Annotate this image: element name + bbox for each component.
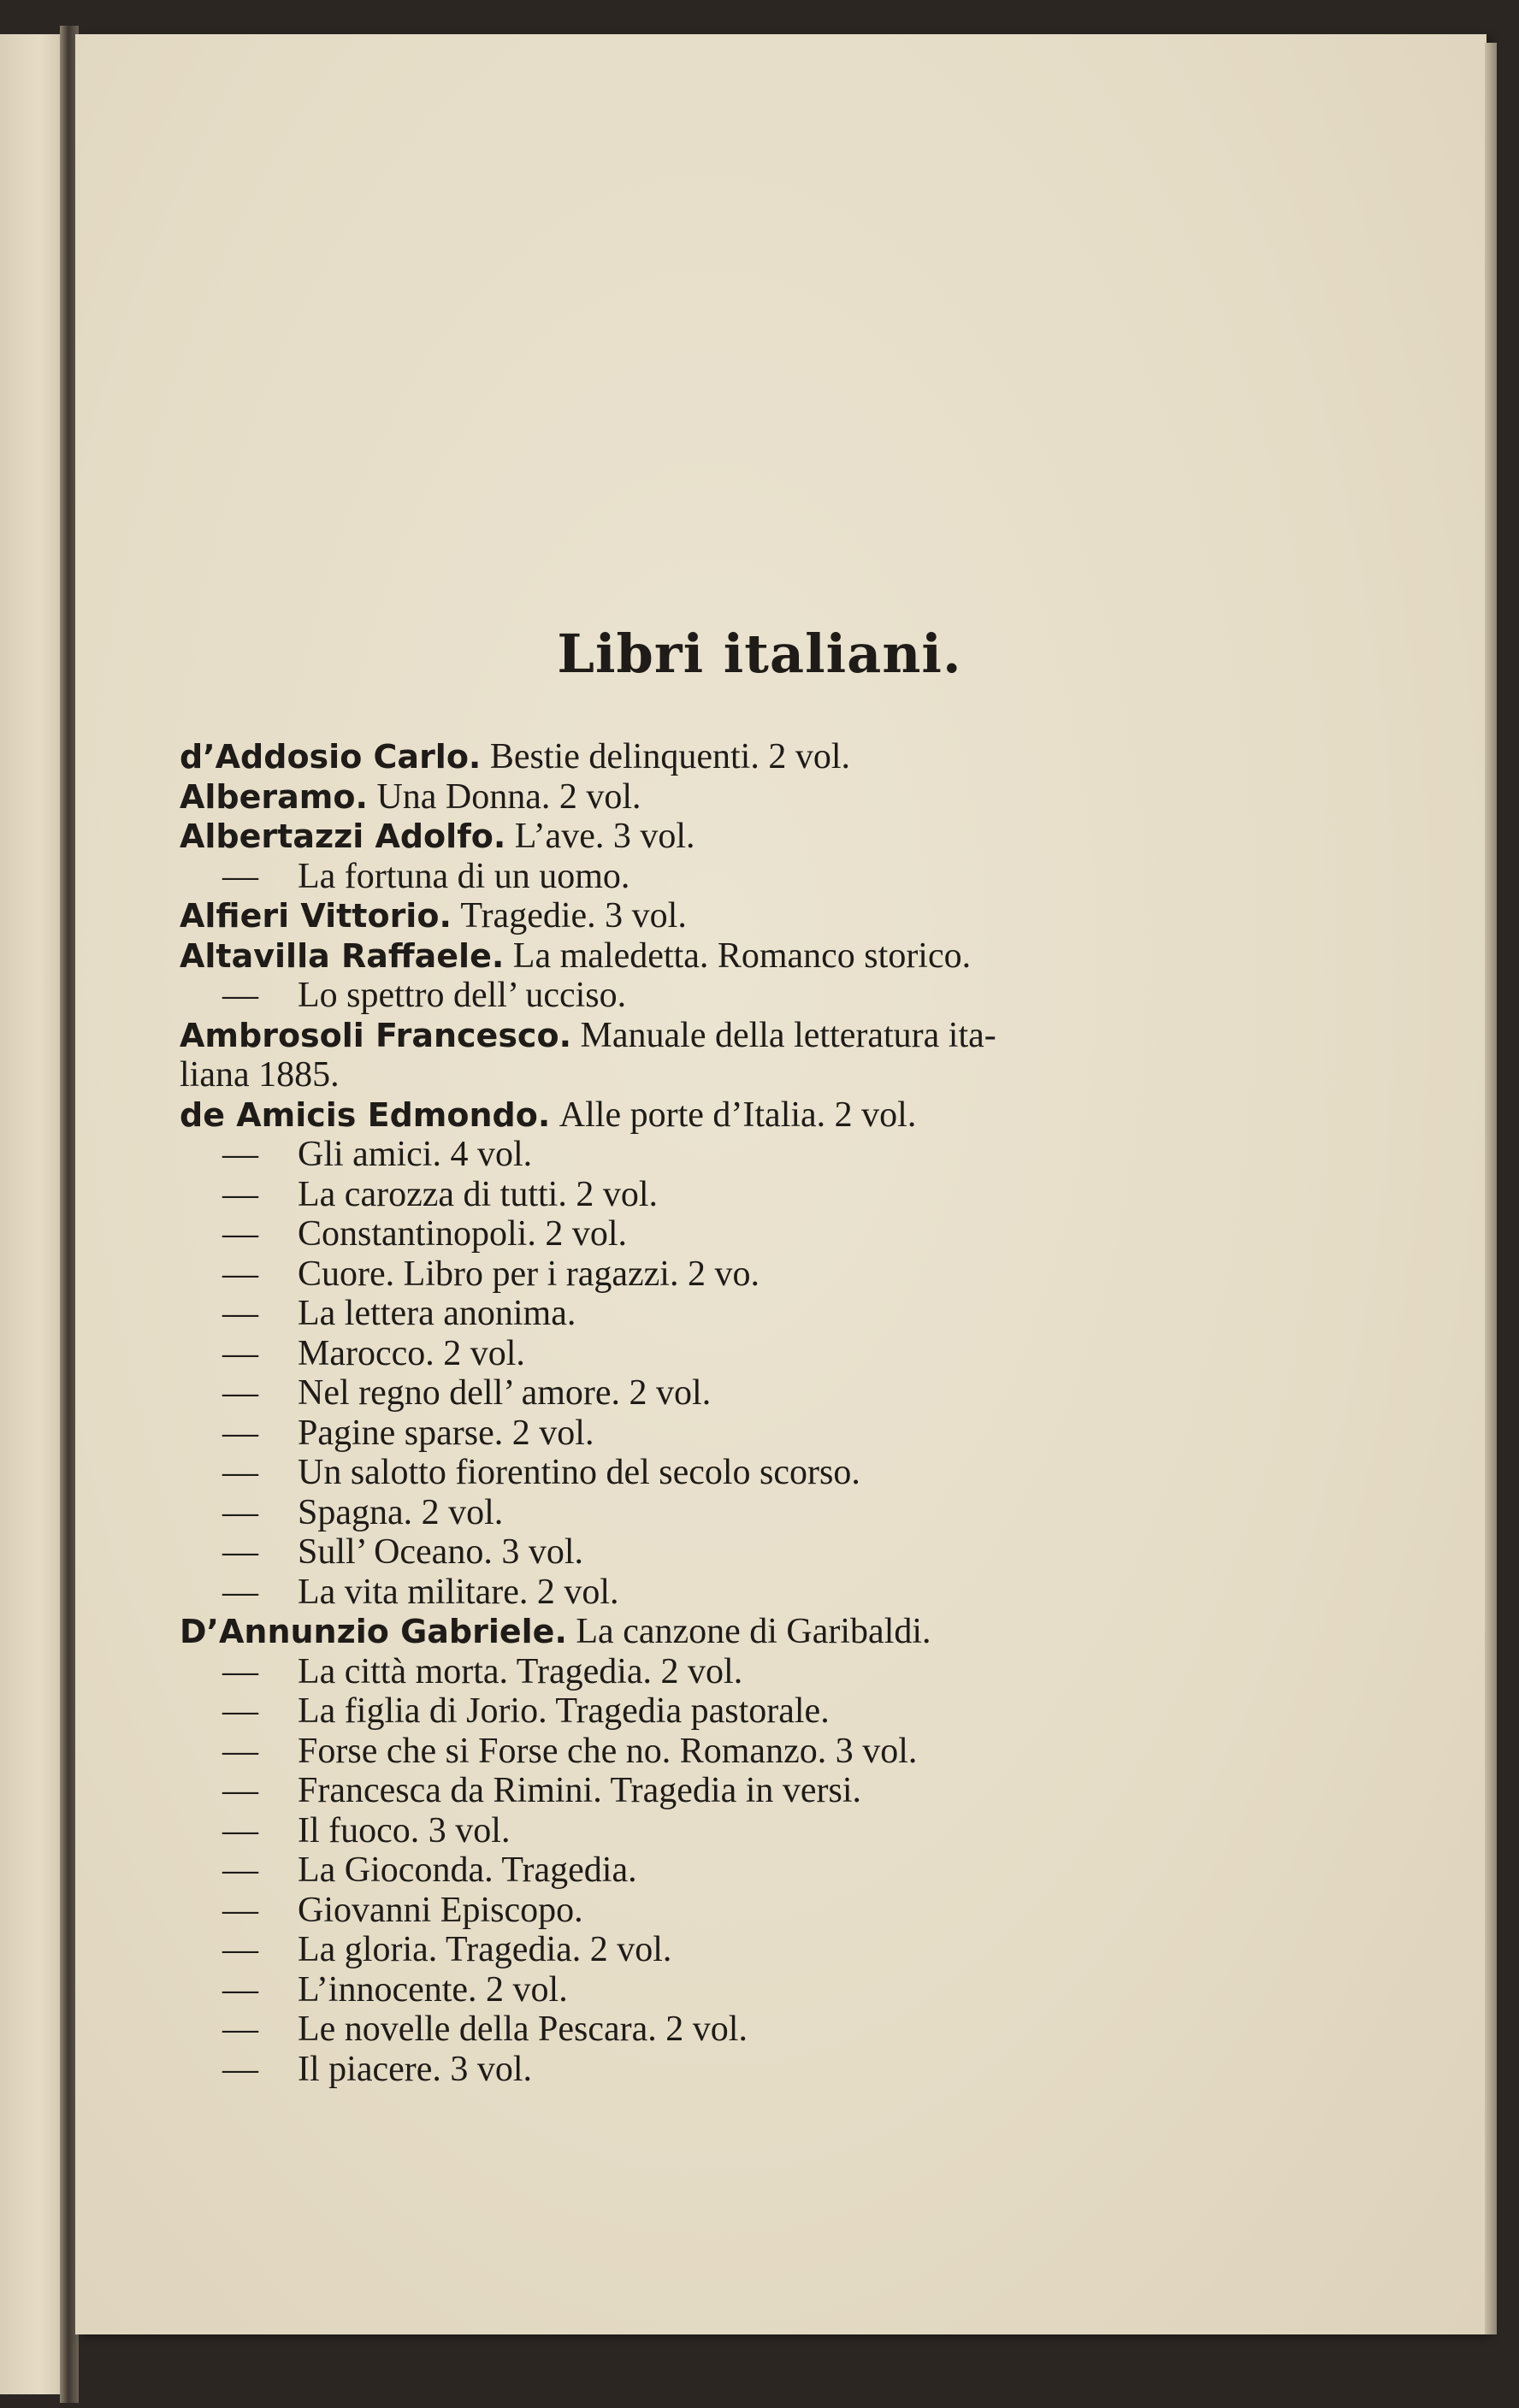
entry-title: Sull’ Oceano. 3 vol. (298, 1532, 583, 1572)
entry-dash: — (222, 1651, 258, 1691)
catalog-entry (180, 1334, 1291, 1374)
entry-title: Una Donna. 2 vol. (376, 776, 641, 817)
catalog-entry (180, 1414, 1291, 1454)
book-catalog-list (180, 737, 1291, 2089)
entry-title: La gloria. Tragedia. 2 vol. (298, 1930, 672, 1969)
entry-dash: — (222, 856, 258, 896)
catalog-entry (180, 1811, 1291, 1851)
catalog-entry (180, 817, 1291, 857)
entry-title: La Gioconda. Tragedia. (298, 1850, 637, 1890)
entry-dash: — (222, 1930, 258, 1969)
catalog-entry (180, 1970, 1291, 2010)
entry-title: Il fuoco. 3 vol. (298, 1810, 511, 1850)
catalog-entry (180, 1055, 1291, 1095)
catalog-entry (180, 1532, 1291, 1573)
catalog-entry (180, 1891, 1291, 1931)
catalog-entry (180, 857, 1291, 897)
entry-author: Alfieri Vittorio. (180, 897, 452, 935)
entry-title: La fortuna di un uomo. (298, 856, 630, 896)
entry-title: La lettera anonima. (298, 1294, 576, 1333)
entry-title: Spagna. 2 vol. (298, 1492, 504, 1532)
entry-dash: — (222, 1810, 258, 1850)
catalog-entry (180, 1214, 1291, 1254)
entry-title: Giovanni Episcopo. (298, 1890, 583, 1930)
catalog-entry (180, 1732, 1291, 1772)
entry-dash: — (222, 1850, 258, 1890)
page-heading: Libri italiani. (557, 623, 962, 685)
catalog-entry (180, 896, 1291, 936)
catalog-entry (180, 1135, 1291, 1175)
entry-title: Il piacere. 3 vol. (298, 2049, 533, 2089)
catalog-entry (180, 2010, 1291, 2050)
entry-dash: — (222, 2010, 258, 2049)
entry-title: Un salotto fiorentino del secolo scorso. (298, 1453, 860, 1492)
catalog-entry (180, 1254, 1291, 1295)
entry-author: de Amicis Edmondo. (180, 1095, 551, 1134)
entry-title: Lo spettro dell’ ucciso. (298, 976, 627, 1015)
entry-dash: — (222, 1731, 258, 1771)
entry-dash: — (222, 1572, 258, 1612)
catalog-entry (180, 1016, 1291, 1056)
catalog-entry (180, 2050, 1291, 2090)
catalog-entry (180, 1771, 1291, 1811)
entry-author: d’Addosio Carlo. (180, 738, 482, 776)
entry-author: Alberamo. (180, 777, 368, 816)
catalog-entry (180, 1095, 1291, 1136)
entry-dash: — (222, 976, 258, 1015)
entry-title: La vita militare. 2 vol. (298, 1572, 619, 1612)
catalog-entry (180, 1691, 1291, 1732)
entry-dash: — (222, 1532, 258, 1572)
page-right-edge (1485, 43, 1497, 2334)
entry-dash: — (222, 2049, 258, 2089)
catalog-entry (180, 737, 1291, 777)
entry-title: Nel regno dell’ amore. 2 vol. (298, 1373, 712, 1413)
entry-title: La maledetta. Romanco storico. (512, 935, 972, 976)
catalog-entry (180, 1850, 1291, 1891)
entry-dash: — (222, 1771, 258, 1810)
entry-dash: — (222, 1492, 258, 1532)
entry-dash: — (222, 1214, 258, 1254)
entry-author: Albertazzi Adolfo. (180, 817, 506, 855)
entry-title: Forse che si Forse che no. Romanzo. 3 vol. (298, 1731, 918, 1771)
entry-title: Gli amici. 4 vol. (298, 1135, 533, 1174)
entry-dash: — (222, 1373, 258, 1413)
entry-dash: — (222, 1254, 258, 1294)
entry-title: Bestie delinquenti. 2 vol. (489, 737, 850, 776)
entry-title: Marocco. 2 vol. (298, 1333, 525, 1373)
catalog-entry (180, 936, 1291, 977)
entry-dash: — (222, 1413, 258, 1453)
entry-dash: — (222, 1890, 258, 1930)
entry-author: D’Annunzio Gabriele. (180, 1613, 567, 1650)
catalog-entry (180, 1175, 1291, 1215)
entry-title: Pagine sparse. 2 vol. (298, 1413, 594, 1453)
catalog-entry (180, 1294, 1291, 1334)
entry-title: Constantinopoli. 2 vol. (298, 1214, 628, 1254)
catalog-entry (180, 976, 1291, 1016)
entry-title: La canzone di Garibaldi. (576, 1612, 931, 1651)
entry-dash: — (222, 1174, 258, 1214)
catalog-entry (180, 1573, 1291, 1613)
entry-title: La città morta. Tragedia. 2 vol. (298, 1651, 743, 1691)
catalog-entry (180, 1493, 1291, 1533)
catalog-entry (180, 1373, 1291, 1414)
catalog-entry (180, 1652, 1291, 1692)
entry-title: Francesca da Rimini. Tragedia in versi. (298, 1771, 862, 1810)
entry-dash: — (222, 1135, 258, 1174)
entry-author: Ambrosoli Francesco. (180, 1016, 572, 1054)
catalog-entry (180, 1612, 1291, 1652)
entry-title: La carozza di tutti. 2 vol. (298, 1174, 659, 1214)
entry-title: Le novelle della Pescara. 2 vol. (298, 2010, 748, 2049)
entry-title: L’ave. 3 vol. (514, 817, 695, 856)
entry-title: liana 1885. (180, 1055, 340, 1095)
catalog-entry (180, 777, 1291, 817)
entry-dash: — (222, 1691, 258, 1731)
entry-dash: — (222, 1333, 258, 1373)
entry-title: Alle porte d’Italia. 2 vol. (559, 1095, 917, 1135)
catalog-entry (180, 1453, 1291, 1493)
entry-dash: — (222, 1969, 258, 2010)
entry-dash: — (222, 1294, 258, 1333)
entry-title: Cuore. Libro per i ragazzi. 2 vo. (298, 1254, 760, 1294)
entry-author: Altavilla Raffaele. (180, 936, 505, 975)
entry-title: Manuale della letteratura ita- (580, 1015, 996, 1055)
entry-title: Tragedie. 3 vol. (460, 896, 687, 935)
entry-title: La figlia di Jorio. Tragedia pastorale. (298, 1691, 830, 1731)
catalog-entry (180, 1930, 1291, 1970)
entry-dash: — (222, 1453, 258, 1492)
entry-title: L’innocente. 2 vol. (298, 1969, 568, 2010)
left-page-edge (0, 34, 67, 2394)
